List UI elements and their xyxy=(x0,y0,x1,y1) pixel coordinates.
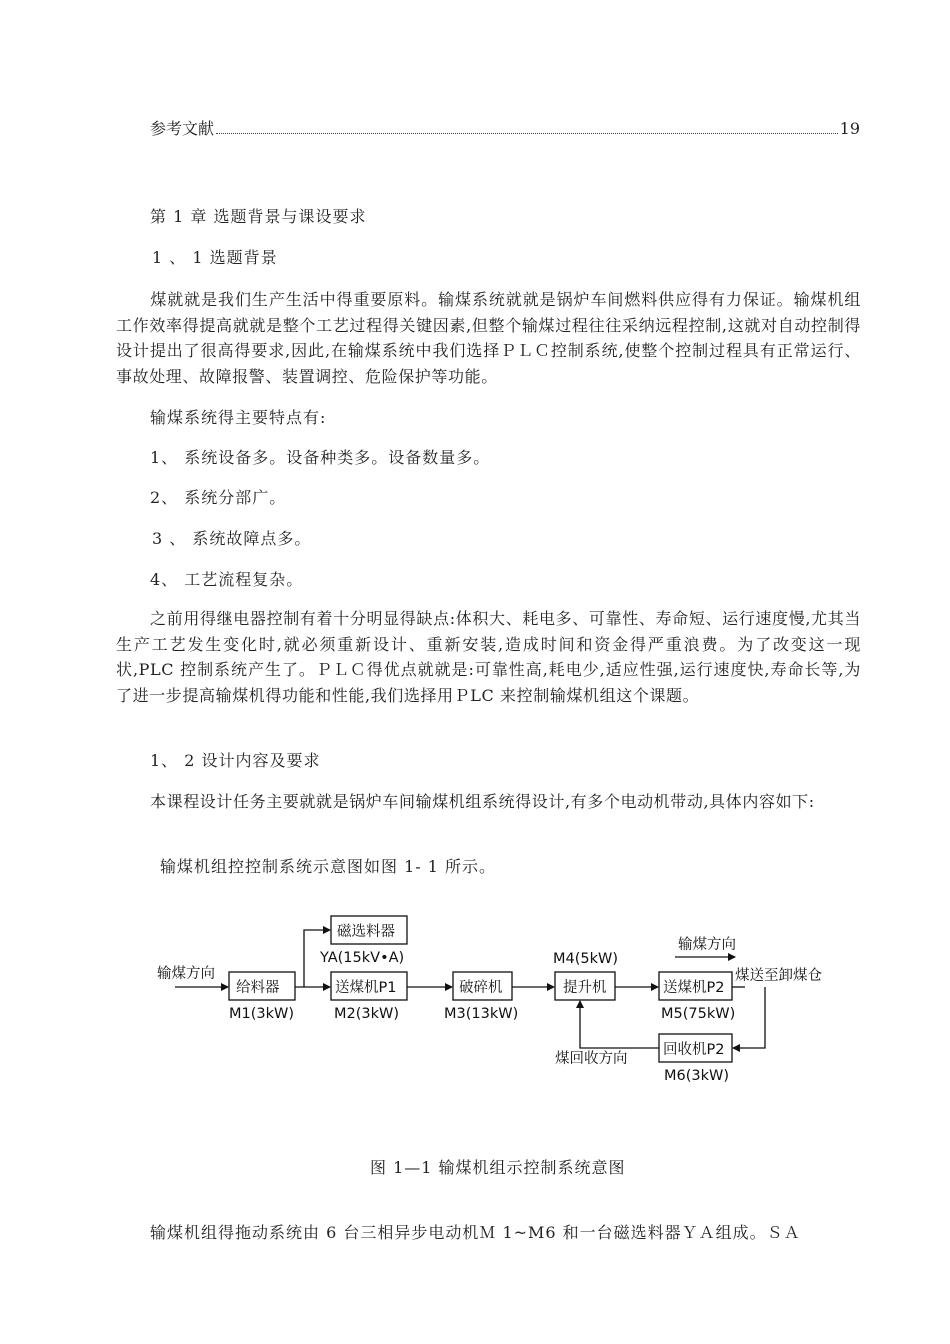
output-label: 煤送至卸煤仓 xyxy=(735,968,822,984)
flow-direction-label: 输煤方向 xyxy=(678,937,736,953)
recovery-p2-label: 回收机P2 xyxy=(663,1042,725,1058)
feature-item-2: 2、 系统分部广。 xyxy=(150,488,287,507)
figure-caption: 图 1—1 输煤机组示控制系统意图 xyxy=(370,1158,626,1177)
m6-label: M6(3kW) xyxy=(664,1068,730,1084)
magnet-label: 磁选料器 xyxy=(337,924,395,940)
m2-label: M2(3kW) xyxy=(334,1006,400,1022)
section-heading-1-1: 1 、 1 选题背景 xyxy=(152,248,278,267)
paragraph-design-task: 本课程设计任务主要就就是锅炉车间输煤机组系统得设计,有多个电动机带动,具体内容如下: xyxy=(150,792,815,811)
elevator-label: 提升机 xyxy=(563,980,607,996)
return-direction-label: 煤回收方向 xyxy=(555,1051,628,1067)
arrow-recovery-return xyxy=(580,1001,659,1048)
paragraph-relay-vs-plc: 之前用得继电器控制有着十分明显得缺点:体积大、耗电多、可靠性、寿命短、运行速度慢,尤其当生产工艺发生变化时,就必须重新设计、重新安装,造成时间和资金得严重浪费。为了改变这一现状,PLC 控制系统产生了。ＰＬＣ得优点就就是:可靠性高,耗电少,适应性强,运行速度快,寿命长等,为了进一步提高输煤机得功能和性能,我们选择用ＰLC 来控制输煤机组这个课题。 xyxy=(116,609,861,705)
last-line-text: 输煤机组得拖动系统由 6 台三相异步电动机Ｍ 1~M6 和一台磁选料器ＹＡ组成。ＳＡ xyxy=(150,1223,801,1242)
feature-item-1: 1、 系统设备多。设备种类多。设备数量多。 xyxy=(150,448,491,467)
toc-page-number: 19 xyxy=(839,119,860,138)
toc-entry-references[interactable] xyxy=(150,116,860,139)
toc-leader-dots xyxy=(216,132,838,134)
m4-label: M4(5kW) xyxy=(553,951,619,967)
toc-label: 参考文献 xyxy=(150,119,215,138)
feature-item-4: 4、 工艺流程复杂。 xyxy=(150,570,304,589)
coal-conveyor-diagram xyxy=(150,905,850,1085)
m1-label: M1(3kW) xyxy=(229,1006,295,1022)
chapter-title: 第 1 章 选题背景与课设要求 xyxy=(150,207,367,226)
ya-label: YA(15kV•A) xyxy=(320,950,405,966)
features-intro: 输煤系统得主要特点有: xyxy=(150,408,327,427)
section-heading-1-2: 1、 2 设计内容及要求 xyxy=(150,751,321,770)
figure-intro: 输煤机组控控制系统示意图如图 1- 1 所示。 xyxy=(160,857,497,876)
arrow-to-recovery xyxy=(733,987,765,1048)
feeder-label: 给料器 xyxy=(236,980,280,996)
m5-label: M5(75kW) xyxy=(661,1006,736,1022)
crusher-label: 破碎机 xyxy=(459,980,503,996)
feature-item-3: 3 、 系统故障点多。 xyxy=(152,529,312,548)
diagram-input-label: 输煤方向 xyxy=(157,966,215,982)
m3-label: M3(13kW) xyxy=(444,1006,519,1022)
conveyor-p2-label: 送煤机P2 xyxy=(663,980,725,996)
paragraph-background: 煤就就是我们生产生活中得重要原料。输煤系统就就是锅炉车间燃料供应得有力保证。输煤机组工作效率得提高就就是整个工艺过程得关键因素,但整个输煤过程往往采纳远程控制,这就对自动控制得设计提出了很高得要求,因此,在输煤系统中我们选择ＰＬＣ控制系统,使整个控制过程具有正常运行、事故处理、故障报警、装置调控、危险保护等功能。 xyxy=(116,290,861,386)
conveyor-p1-label: 送煤机P1 xyxy=(335,980,397,996)
